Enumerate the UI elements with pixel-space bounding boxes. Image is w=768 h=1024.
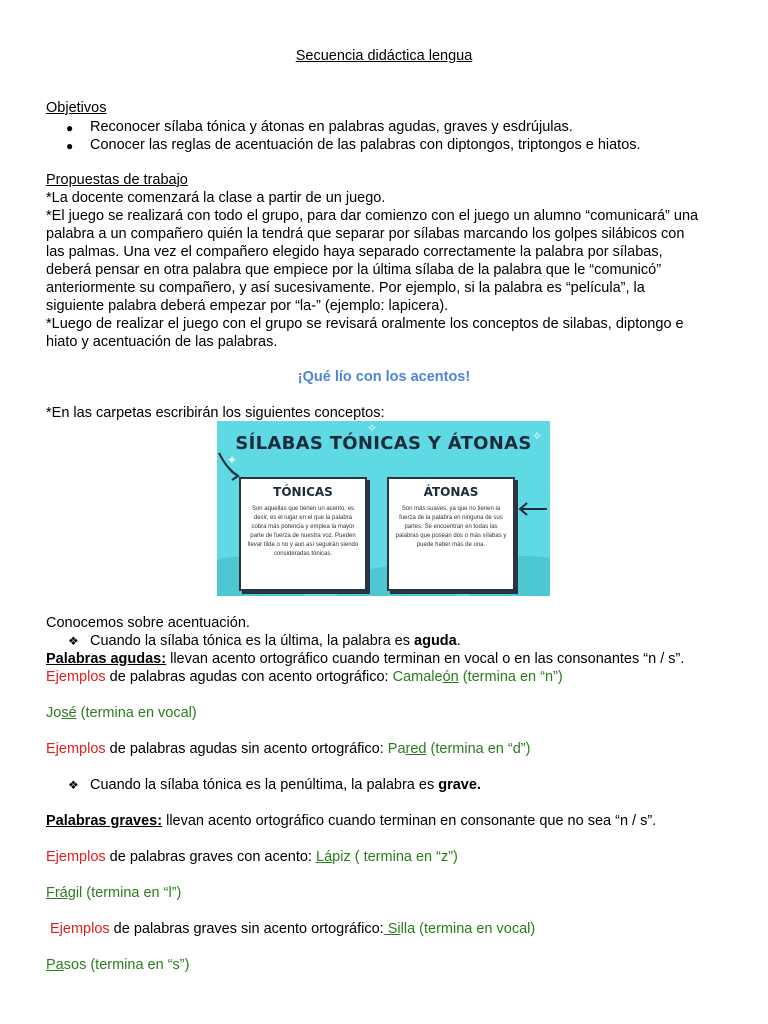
objective-item: Reconocer sílaba tónica y átonas en palabras agudas, graves y esdrújulas. bbox=[90, 119, 573, 135]
graves-definition bbox=[46, 813, 656, 829]
sparkle-icon: ✧ bbox=[532, 429, 543, 443]
proposal-line: siguiente palabra deberá empezar por “la-” (ejemplo: lapicera). bbox=[46, 298, 449, 314]
agudas-sin-example bbox=[46, 741, 530, 757]
atonas-text: Son más suaves, ya que no tienen la fuerza de la palabra en ninguna de sus partes. Se encuentran en todas las palabras que posean dos o más sílabas y puede haber más de una. bbox=[395, 506, 507, 548]
page-title: Secuencia didáctica lengua bbox=[295, 48, 473, 64]
lapiz-example bbox=[316, 849, 458, 865]
example-syllable: red bbox=[405, 741, 427, 757]
proposal-line: deberá pensar en otra palabra que empiece por la última sílaba de la palabra que le “comunicó” bbox=[46, 262, 662, 278]
example-word: Camale bbox=[392, 669, 443, 685]
example-syllable: sé bbox=[61, 705, 77, 721]
proposal-line: hiato y acentuación de las palabras. bbox=[46, 334, 278, 350]
example-note: (termina en “d”) bbox=[426, 741, 531, 757]
objective-item: Conocer las reglas de acentuación de las palabras con diptongos, triptongos e hiatos. bbox=[90, 137, 641, 153]
diamond-bullet-icon: ❖ bbox=[68, 634, 79, 648]
proposal-line: *La docente comenzará la clase a partir de un juego. bbox=[46, 190, 386, 206]
sparkle-icon: ✧ bbox=[367, 421, 378, 435]
objectives-heading: Objetivos bbox=[46, 100, 107, 116]
example-text: de palabras agudas sin acento ortográfico: bbox=[105, 741, 388, 757]
proposal-line: palabra a un compañero quién la tendrá que separar por sílabas marcando los golpes silábicos con bbox=[46, 226, 685, 242]
example-syllable: ón bbox=[442, 669, 459, 685]
example-syllable: Lá bbox=[316, 849, 333, 865]
tonicas-heading: TÓNICAS bbox=[273, 485, 333, 499]
fragil-example bbox=[46, 885, 181, 901]
infographic-image bbox=[217, 421, 550, 596]
graves-sin-example bbox=[50, 921, 535, 937]
proposal-line: anteriormente su compañero, y así sucesivamente. Por ejemplo, si la palabra es “película”, la bbox=[46, 280, 645, 296]
jose-example bbox=[46, 705, 197, 721]
aguda-word: aguda bbox=[414, 633, 457, 649]
agudas-label: Palabras agudas: bbox=[46, 651, 167, 667]
proposal-line: *Luego de realizar el juego con el grupo se revisará oralmente los conceptos de silabas, diptongo e bbox=[46, 316, 684, 332]
pasos-example bbox=[46, 957, 189, 973]
proposals-heading: Propuestas de trabajo bbox=[46, 172, 188, 188]
example-note: lla (termina en vocal) bbox=[400, 921, 536, 937]
graves-text: llevan acento ortográfico cuando terminan en consonante que no sea “n / s”. bbox=[162, 813, 657, 829]
ejemplos-label: Ejemplos bbox=[50, 921, 110, 937]
carpetas-line: *En las carpetas escribirán los siguientes conceptos: bbox=[46, 405, 385, 421]
agudas-con-example bbox=[46, 669, 563, 685]
example-text: de palabras graves sin acento ortográfico: bbox=[109, 921, 384, 937]
example-note: piz ( termina en “z”) bbox=[332, 849, 458, 865]
graves-con-example bbox=[46, 849, 458, 865]
example-word: Pa bbox=[387, 741, 406, 757]
aguda-rule-suffix: . bbox=[456, 633, 461, 649]
example-note: gil (termina en “l”) bbox=[67, 885, 182, 901]
aguda-rule-text: Cuando la sílaba tónica es la última, la palabra es bbox=[90, 633, 415, 649]
example-note: (termina en vocal) bbox=[76, 705, 197, 721]
example-syllable: Si bbox=[383, 921, 401, 937]
proposal-line: *El juego se realizará con todo el grupo, para dar comienzo con el juego un alumno “comunicará” una bbox=[46, 208, 699, 224]
diamond-bullet-icon: ❖ bbox=[68, 778, 79, 792]
silla-example bbox=[384, 921, 536, 937]
atonas-heading: ÁTONAS bbox=[423, 485, 479, 499]
grave-word: grave. bbox=[438, 777, 481, 793]
proposal-line: las palmas. Una vez el compañero elegido haya separado correctamente la palabra por sílabas, bbox=[46, 244, 663, 260]
atonas-card bbox=[387, 477, 515, 591]
example-note: (termina en “n”) bbox=[458, 669, 563, 685]
aguda-rule bbox=[90, 633, 461, 649]
infographic-title: SÍLABAS TÓNICAS Y ÁTONAS bbox=[235, 433, 532, 454]
tonicas-text: Son aquellas que tienen un acento, es decir, es el lugar en el que la palabra cobra más potencia y emplea la mayor parte de fuerza de nuestra voz. Pueden llevar tilde o no y aun así seguirán siendo consideradas tónicas. bbox=[247, 506, 359, 557]
ejemplos-label: Ejemplos bbox=[46, 849, 106, 865]
sparkle-icon: ✦ bbox=[227, 453, 238, 467]
example-text: de palabras graves con acento: bbox=[105, 849, 317, 865]
example-word: Jo bbox=[46, 705, 62, 721]
grave-rule-text: Cuando la sílaba tónica es la penúltima, la palabra es bbox=[90, 777, 439, 793]
arrow-left-icon bbox=[217, 449, 241, 485]
agudas-text: llevan acento ortográfico cuando terminan en vocal o en las consonantes “n / s”. bbox=[166, 651, 685, 667]
example-syllable: Frá bbox=[46, 885, 68, 901]
ejemplos-label: Ejemplos bbox=[46, 669, 106, 685]
example-text: de palabras agudas con acento ortográfico: bbox=[105, 669, 393, 685]
section-title: ¡Qué lío con los acentos! bbox=[297, 369, 471, 385]
acentuacion-intro: Conocemos sobre acentuación. bbox=[46, 615, 250, 631]
camaleon-example bbox=[393, 669, 563, 685]
tonicas-card bbox=[239, 477, 367, 591]
example-syllable: Pa bbox=[46, 957, 64, 973]
graves-label: Palabras graves: bbox=[46, 813, 163, 829]
example-note: sos (termina en “s”) bbox=[63, 957, 190, 973]
bullet-icon: ● bbox=[66, 121, 74, 135]
agudas-definition bbox=[46, 651, 684, 667]
bullet-icon: ● bbox=[66, 139, 74, 153]
grave-rule bbox=[90, 777, 481, 793]
pared-example bbox=[388, 741, 531, 757]
arrow-right-icon bbox=[517, 499, 549, 519]
ejemplos-label: Ejemplos bbox=[46, 741, 106, 757]
